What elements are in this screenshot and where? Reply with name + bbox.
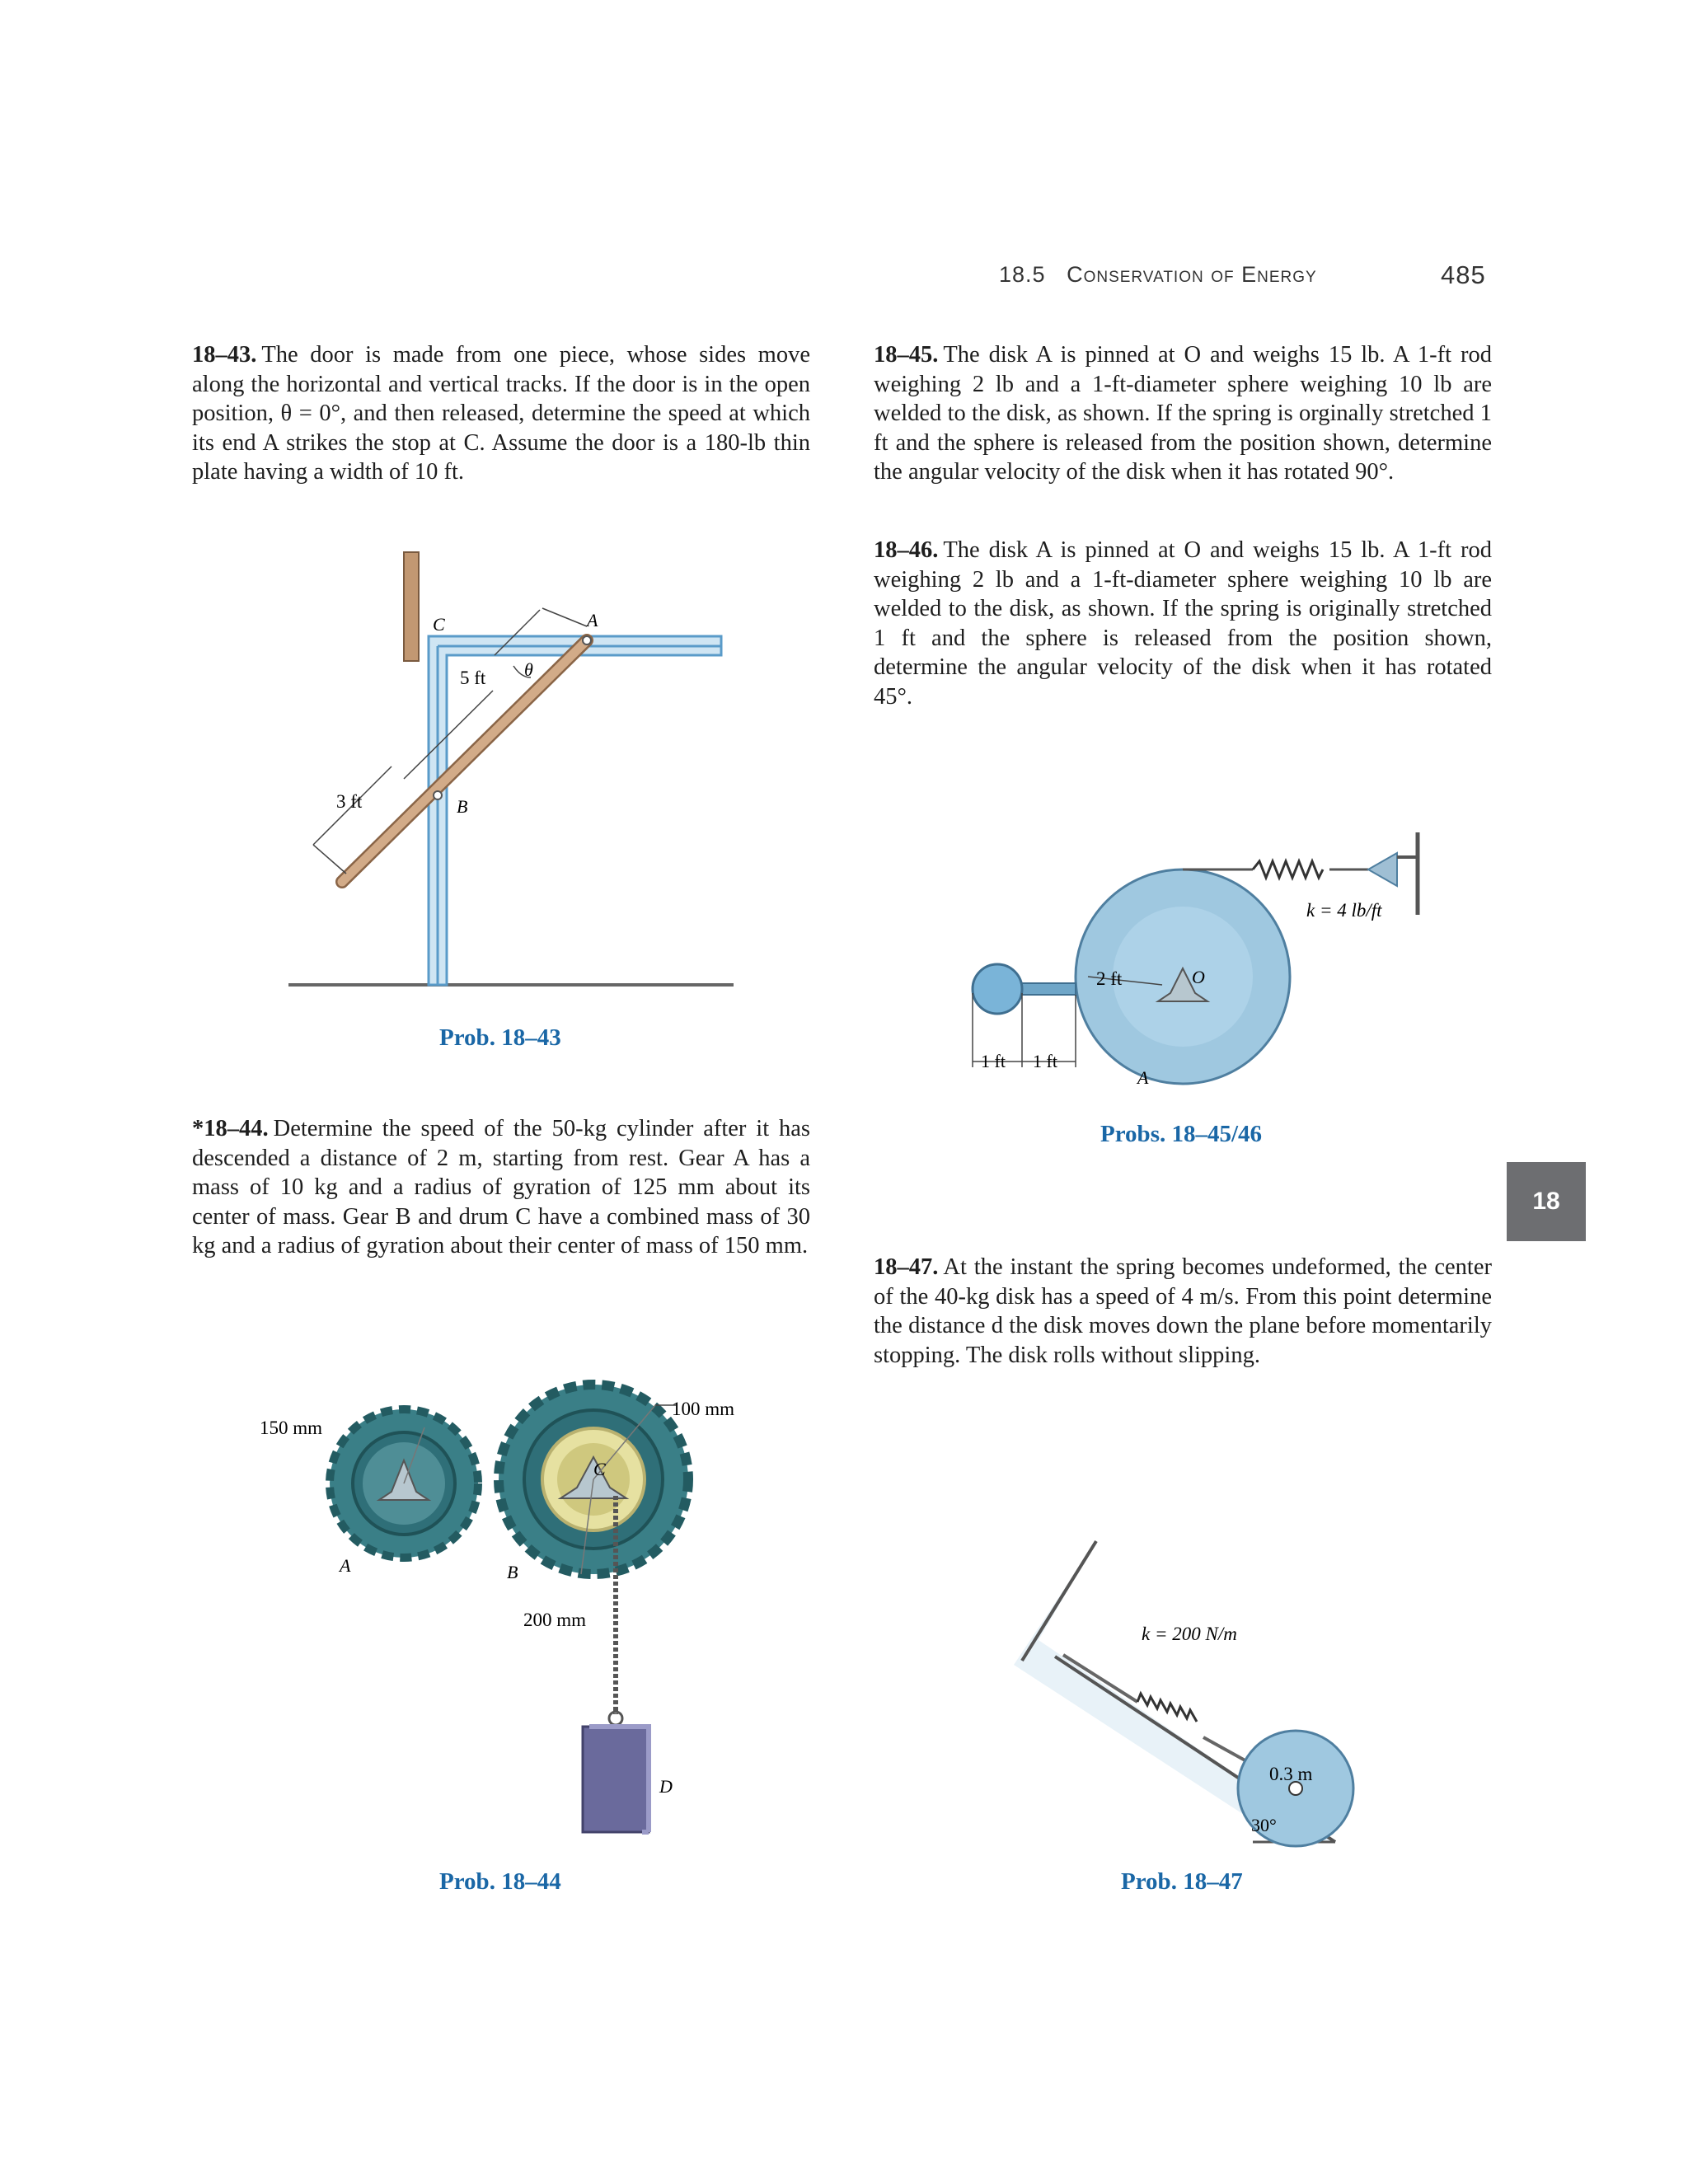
problem-text: The disk A is pinned at O and weighs 15 lb. A 1-ft rod weighing 2 lb and a 1-ft-diameter sphere weighing 10 lb are welded to the disk, as shown. If the spring is originally stretched 1 ft and the sphere is released from the position shown, determine the angular velocity of the disk when it has rotated 45°. bbox=[874, 537, 1492, 710]
page-number: 485 bbox=[1441, 260, 1486, 289]
figure-caption: Prob. 18–47 bbox=[1121, 1868, 1243, 1895]
label-angle: 30° bbox=[1251, 1815, 1277, 1835]
label-c: C bbox=[433, 614, 445, 635]
section-header bbox=[999, 262, 1317, 288]
problem-18-47 bbox=[874, 1253, 1492, 1370]
figure-caption: Prob. 18–44 bbox=[439, 1868, 561, 1895]
label-gear-b: B bbox=[507, 1562, 518, 1582]
problem-18-46 bbox=[874, 536, 1492, 712]
label-5-ft: 5 ft bbox=[460, 668, 486, 688]
label-drum-c: C bbox=[593, 1459, 606, 1479]
figure-18-44 bbox=[247, 1368, 775, 1863]
figure-18-43 bbox=[280, 544, 742, 1005]
problem-text: Determine the speed of the 50-kg cylinder after it has descended a distance of 2 m, starting from rest. Gear A has a mass of 10 kg and a radius of gyration of 125 mm about its center of mass. Gear B and drum C have a combined mass of 30 kg and a radius of gyration about their center of mass of 150 mm. bbox=[192, 1116, 810, 1259]
problem-number: *18–44. bbox=[192, 1116, 269, 1141]
problem-18-44 bbox=[192, 1114, 810, 1261]
label-b: B bbox=[457, 796, 468, 817]
figure-18-45-46 bbox=[915, 832, 1451, 1104]
problem-number: 18–45. bbox=[874, 342, 939, 368]
label-3-ft: 3 ft bbox=[336, 791, 363, 812]
section-number: 18.5 bbox=[999, 262, 1046, 287]
label-1-ft-b: 1 ft bbox=[1033, 1051, 1057, 1071]
label-gear-a: A bbox=[340, 1555, 351, 1576]
chapter-tab: 18 bbox=[1507, 1162, 1586, 1241]
label-200-mm: 200 mm bbox=[523, 1610, 587, 1630]
problem-text: At the instant the spring becomes undeformed, the center of the 40-kg disk has a speed of 4 m/s. From this point determine the distance d the disk moves down the plane before momentarily stopping. The disk rolls without slipping. bbox=[874, 1254, 1492, 1368]
label-spring-k: k = 4 lb/ft bbox=[1306, 900, 1382, 921]
problem-number: 18–43. bbox=[192, 342, 257, 368]
figure-18-47 bbox=[989, 1533, 1368, 1854]
problem-18-45 bbox=[874, 340, 1492, 487]
label-theta: θ bbox=[524, 659, 533, 680]
problem-18-43 bbox=[192, 340, 810, 487]
label-a: A bbox=[587, 610, 598, 630]
label-disk-a: A bbox=[1137, 1067, 1149, 1088]
label-spring-k: k = 200 N/m bbox=[1142, 1624, 1237, 1644]
label-cylinder-d: D bbox=[659, 1776, 673, 1797]
label-1-ft-a: 1 ft bbox=[981, 1051, 1006, 1071]
problem-number: 18–47. bbox=[874, 1254, 939, 1280]
section-title: Conservation of Energy bbox=[1067, 262, 1317, 287]
problem-text: The disk A is pinned at O and weighs 15 lb. A 1-ft rod weighing 2 lb and a 1-ft-diameter sphere weighing 10 lb are welded to the disk, as shown. If the spring is orginally stretched 1 ft and the sphere is released from the position shown, determine the angular velocity of the disk when it has rotated 90°. bbox=[874, 342, 1492, 485]
label-2-ft: 2 ft bbox=[1096, 968, 1123, 989]
label-150-mm: 150 mm bbox=[260, 1418, 323, 1438]
label-o: O bbox=[1192, 967, 1205, 987]
problem-text: The door is made from one piece, whose sides move along the horizontal and vertical tracks. If the door is in the open position, θ = 0°, and then released, determine the speed at which its end A strikes the stop at C. Assume the door is a 180-lb thin plate having a width of 10 ft. bbox=[192, 342, 810, 485]
figure-caption: Probs. 18–45/46 bbox=[1100, 1121, 1263, 1147]
label-radius: 0.3 m bbox=[1269, 1764, 1313, 1784]
problem-number: 18–46. bbox=[874, 537, 939, 563]
label-100-mm: 100 mm bbox=[672, 1399, 735, 1419]
figure-caption: Prob. 18–43 bbox=[439, 1024, 561, 1051]
